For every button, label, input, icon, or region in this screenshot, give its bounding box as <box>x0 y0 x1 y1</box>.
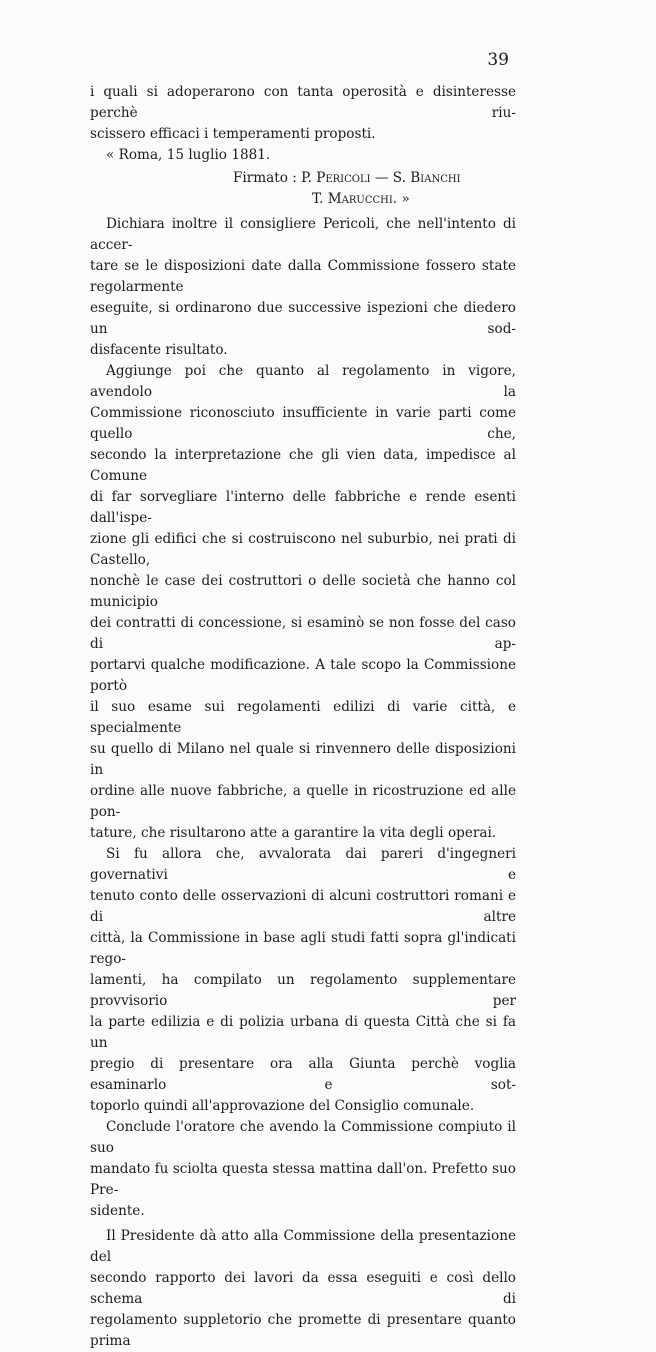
text-line: secondo rapporto dei lavori da essa eseguiti e così dello schema di <box>90 1270 516 1307</box>
paragraph <box>90 1117 516 1222</box>
text-line: lamenti, ha compilato un regolamento supplementare provvisorio per <box>90 972 516 1009</box>
page-body <box>90 82 516 1352</box>
text-line: Dichiara inoltre il consigliere Pericoli, che nell'intento di accer- <box>90 216 516 253</box>
signature-line <box>90 189 516 210</box>
signature-prefix: Firmato : P. <box>233 170 312 186</box>
text-line: città, la Commissione in base agli studi fatti sopra gl'indicati rego- <box>90 930 516 967</box>
text-line: nonchè le case dei costruttori o delle società che hanno col municipio <box>90 573 516 610</box>
signatory-name: Bianchi <box>410 170 461 186</box>
text-line: tare se le disposizioni date dalla Commissione fossero state regolarmente <box>90 258 516 295</box>
text-line: Conclude l'oratore che avendo la Commissione compiuto il suo <box>90 1119 516 1156</box>
text-line: tature, che risultarono atte a garantire la vita degli operai. <box>90 825 497 841</box>
text-line: tenuto conto delle osservazioni di alcuni costruttori romani e di altre <box>90 888 516 925</box>
signatory-name: Pericoli <box>316 170 371 186</box>
text-line: regolamento suppletorio che promette di presentare quanto prima <box>90 1312 516 1349</box>
text-line: Aggiunge poi che quanto al regolamento in vigore, avendolo la <box>90 363 516 400</box>
paragraph <box>90 214 516 361</box>
paragraph <box>90 844 516 1117</box>
text-line: dei contratti di concessione, si esaminò se non fosse del caso di ap- <box>90 615 516 652</box>
text-line: i quali si adoperarono con tanta operosità e disinteresse perchè riu- <box>90 84 516 121</box>
paragraph <box>90 1226 516 1352</box>
text-line: disfacente risultato. <box>90 342 228 358</box>
page-number: 39 <box>487 50 509 70</box>
text-line: portarvi qualche modificazione. A tale scopo la Commissione portò <box>90 657 516 694</box>
text-line: eseguite, si ordinarono due successive ispezioni che diedero un sod- <box>90 300 516 337</box>
text-line: il suo esame sui regolamenti edilizi di varie città, e specialmente <box>90 699 516 736</box>
text-line: Si fu allora che, avvalorata dai pareri d'ingegneri governativi e <box>90 846 516 883</box>
signature-separator: — S. <box>370 170 406 186</box>
text-line: scissero efficaci i temperamenti proposti. <box>90 126 376 142</box>
text-line: di far sorvegliare l'interno delle fabbriche e rende esenti dall'ispe- <box>90 489 516 526</box>
signature-prefix: T. <box>312 191 324 207</box>
text-line: zione gli edifici che si costruiscono nel suburbio, nei prati di Castello, <box>90 531 516 568</box>
text-line: Il Presidente dà atto alla Commissione della presentazione del <box>90 1228 516 1265</box>
text-line: Commissione riconosciuto insufficiente in varie parti come quello che, <box>90 405 516 442</box>
date-line: « Roma, 15 luglio 1881. <box>106 147 271 163</box>
signature-line <box>90 168 516 189</box>
text-line: toporlo quindi all'approvazione del Consiglio comunale. <box>90 1098 475 1114</box>
text-line: la parte edilizia e di polizia urbana di questa Città che si fa un <box>90 1014 516 1051</box>
text-line: ordine alle nuove fabbriche, a quelle in ricostruzione ed alle pon- <box>90 783 516 820</box>
text-line: mandato fu sciolta questa stessa mattina dall'on. Prefetto suo Pre- <box>90 1161 516 1198</box>
closing-quote: » <box>397 191 410 207</box>
signatory-name: Marucchi. <box>327 191 398 207</box>
text-line: sidente. <box>90 1203 145 1219</box>
text-line: pregio di presentare ora alla Giunta perchè voglia esaminarlo e sot- <box>90 1056 516 1093</box>
text-line: su quello di Milano nel quale si rinvennero delle disposizioni in <box>90 741 516 778</box>
paragraph <box>90 361 516 844</box>
text-line: secondo la interpretazione che gli vien data, impedisce al Comune <box>90 447 516 484</box>
